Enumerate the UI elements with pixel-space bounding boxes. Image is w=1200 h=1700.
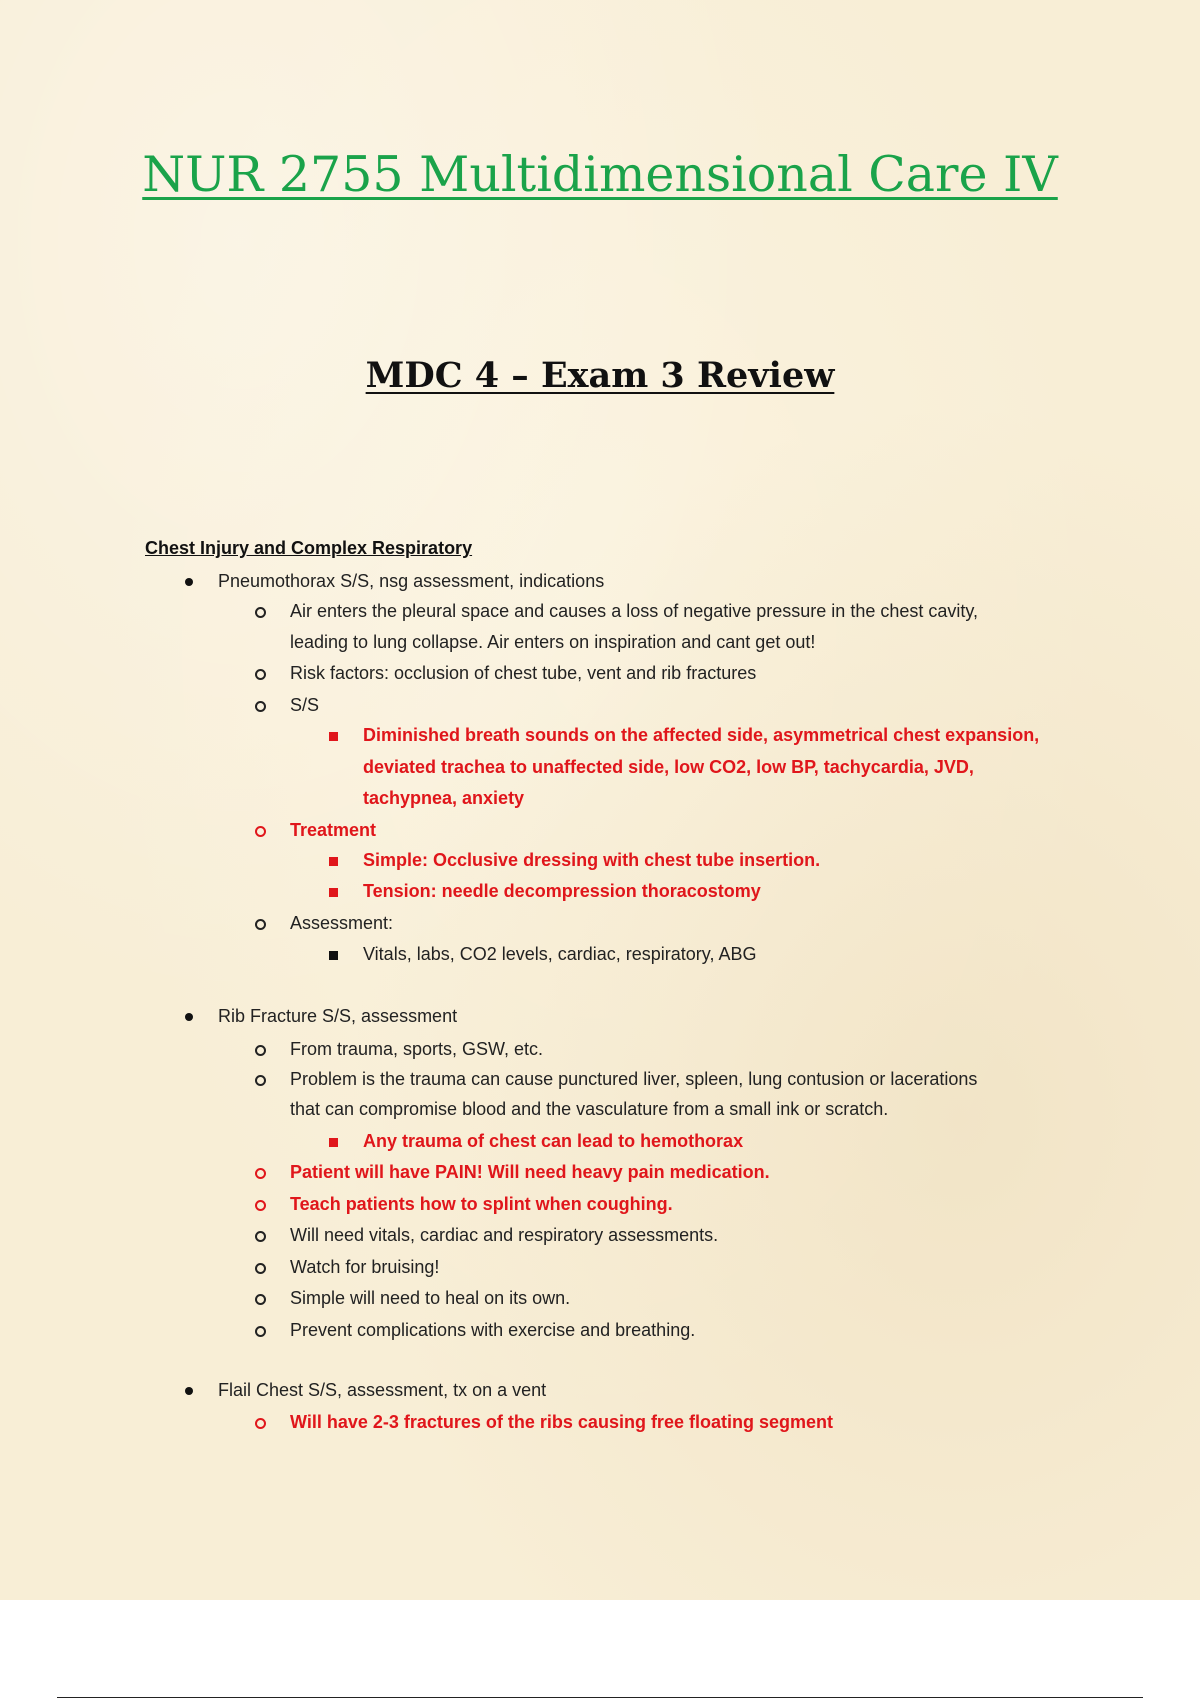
bullet-circle [255,1418,266,1429]
list-item: Air enters the pleural space and causes a loss of negative pressure in the chest cavity, [290,601,979,621]
list-item: Watch for bruising! [290,1257,440,1277]
bullet-circle [255,607,266,618]
list-item: S/S [290,695,320,715]
bullet-dot [185,1013,193,1021]
list-item: Diminished breath sounds on the affected side, asymmetrical chest expansion, [363,725,1040,745]
bullet-dot [185,578,193,586]
bullet-square [329,888,338,897]
bullet-circle [255,1045,266,1056]
document-title: NUR 2755 Multidimensional Care IV [142,146,1058,203]
list-item: Problem is the trauma can cause punctured liver, spleen, lung contusion or lacerations [290,1069,978,1089]
bullet-square [329,951,338,960]
list-item: Rib Fracture S/S, assessment [218,1006,458,1026]
list-item: Patient will have PAIN! Will need heavy pain medication. [290,1162,770,1182]
bullet-circle [255,1326,266,1337]
document-subtitle: MDC 4 – Exam 3 Review [365,355,835,396]
list-item: Simple will need to heal on its own. [290,1288,571,1308]
list-item: Any trauma of chest can lead to hemothorax [363,1131,744,1151]
bullet-circle [255,826,266,837]
bullet-circle [255,1263,266,1274]
list-item: From trauma, sports, GSW, etc. [290,1039,544,1059]
bullet-square [329,732,338,741]
list-item: Flail Chest S/S, assessment, tx on a vent [218,1380,547,1400]
list-item: Tension: needle decompression thoracostomy [363,881,761,901]
bullet-dot [185,1387,193,1395]
bullet-circle [255,1231,266,1242]
list-item-continuation: deviated trachea to unaffected side, low CO2, low BP, tachycardia, JVD, [363,757,974,777]
list-item: Risk factors: occlusion of chest tube, vent and rib fractures [290,663,757,683]
list-item: Treatment [290,820,377,840]
list-item: Prevent complications with exercise and breathing. [290,1320,696,1340]
list-item-continuation: that can compromise blood and the vasculature from a small ink or scratch. [290,1099,889,1119]
list-item-continuation: leading to lung collapse. Air enters on inspiration and cant get out! [290,632,816,652]
bullet-circle [255,1075,266,1086]
list-item: Pneumothorax S/S, nsg assessment, indications [218,571,605,591]
list-item-continuation: tachypnea, anxiety [363,788,525,808]
list-item: Simple: Occlusive dressing with chest tube insertion. [363,850,821,870]
list-item: Will have 2-3 fractures of the ribs causing free floating segment [290,1412,833,1432]
bullet-square [329,1138,338,1147]
bullet-square [329,857,338,866]
section-heading: Chest Injury and Complex Respiratory [145,538,473,558]
bullet-circle [255,1168,266,1179]
list-item: Teach patients how to splint when coughing. [290,1194,673,1214]
list-item: Assessment: [290,913,394,933]
bullet-circle [255,919,266,930]
bullet-circle [255,1294,266,1305]
list-item: Will need vitals, cardiac and respiratory assessments. [290,1225,719,1245]
bullet-circle [255,701,266,712]
footer-divider [57,1697,1143,1698]
bullet-circle [255,1200,266,1211]
list-item: Vitals, labs, CO2 levels, cardiac, respiratory, ABG [363,944,757,964]
bullet-circle [255,669,266,680]
